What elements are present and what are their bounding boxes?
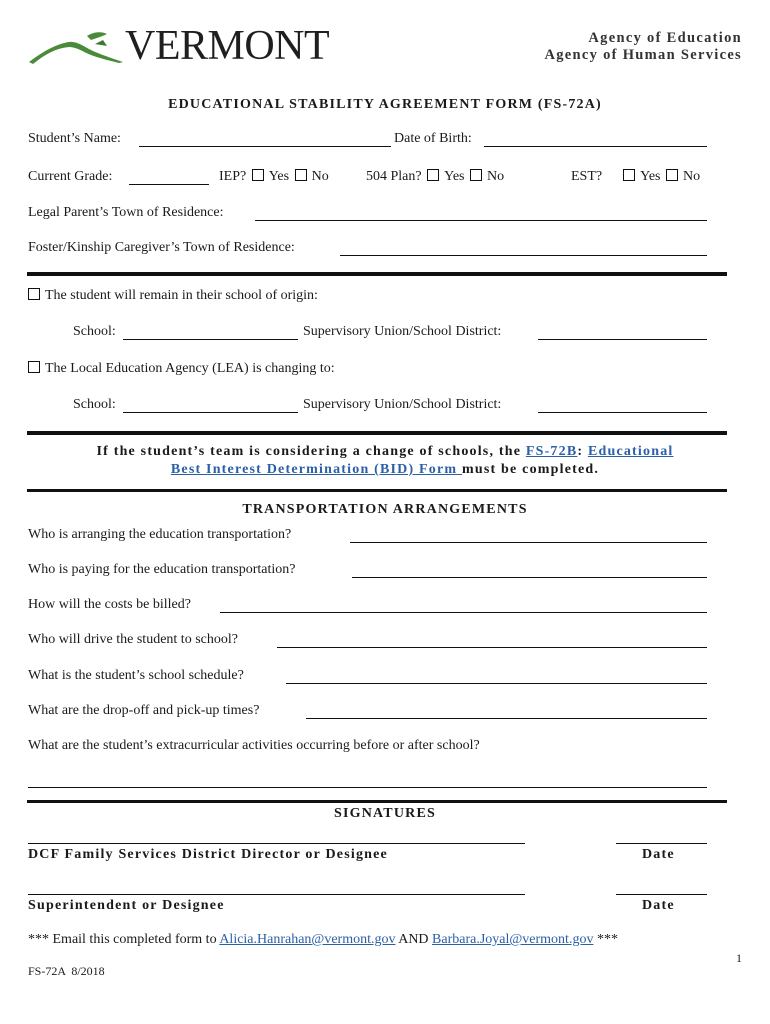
change-school-label: School: xyxy=(73,397,116,412)
agency-line-1: Agency of Education xyxy=(588,30,742,46)
grade-field[interactable] xyxy=(129,184,209,185)
remain-school-label: School: xyxy=(73,324,116,339)
est-yes-checkbox[interactable] xyxy=(623,169,635,181)
email-prefix: *** Email this completed form to xyxy=(28,932,220,947)
remain-su-field[interactable] xyxy=(538,339,707,340)
bid-notice-line-1 xyxy=(0,444,770,460)
transport-a2[interactable] xyxy=(352,577,707,578)
plan504-no-checkbox[interactable] xyxy=(470,169,482,181)
transport-q5: What is the student’s school schedule? xyxy=(28,668,244,683)
remain-option xyxy=(28,288,318,304)
change-label: The Local Education Agency (LEA) is changing to: xyxy=(45,361,335,376)
parent-town-label: Legal Parent’s Town of Residence: xyxy=(28,205,224,220)
notice-colon: : xyxy=(577,444,588,459)
remain-label: The student will remain in their school of origin: xyxy=(45,288,318,303)
transport-q1: Who is arranging the education transportation? xyxy=(28,527,292,542)
mountain-logo-icon xyxy=(27,22,137,70)
student-name-row xyxy=(28,131,121,147)
dcf-signature-label: DCF Family Services District Director or Designee xyxy=(28,847,388,862)
parent-town-field[interactable] xyxy=(255,220,707,221)
transport-a6[interactable] xyxy=(306,718,707,719)
signatures-heading: SIGNATURES xyxy=(334,806,436,821)
student-name-field[interactable] xyxy=(139,146,391,147)
agency-line-2: Agency of Human Services xyxy=(544,47,742,63)
iep-yes-checkbox[interactable] xyxy=(252,169,264,181)
grade-label: Current Grade: xyxy=(28,169,113,184)
remain-checkbox[interactable] xyxy=(28,288,40,300)
transport-heading: TRANSPORTATION ARRANGEMENTS xyxy=(242,502,528,517)
bid-notice-line-2 xyxy=(0,462,770,478)
est-yes-label: Yes xyxy=(640,169,661,184)
section-divider-2 xyxy=(27,431,727,435)
dob-field[interactable] xyxy=(484,146,707,147)
email-link-hanrahan[interactable]: Alicia.Hanrahan@vermont.gov xyxy=(219,932,396,947)
transport-a5[interactable] xyxy=(286,683,707,684)
transport-a7[interactable] xyxy=(28,787,707,788)
superintendent-date-field[interactable] xyxy=(616,894,707,895)
superintendent-signature-label: Superintendent or Designee xyxy=(28,898,225,913)
iep-group xyxy=(219,169,329,185)
transport-a3[interactable] xyxy=(220,612,707,613)
email-link-joyal[interactable]: Barbara.Joyal@vermont.gov xyxy=(432,932,594,947)
logo-wordmark: VERMONT xyxy=(125,23,330,69)
change-su-field[interactable] xyxy=(538,412,707,413)
change-school-field[interactable] xyxy=(123,412,298,413)
superintendent-signature-field[interactable] xyxy=(28,894,525,895)
vermont-logo xyxy=(27,22,330,70)
dcf-date-field[interactable] xyxy=(616,843,707,844)
page-number: 1 xyxy=(736,951,742,965)
transport-a4[interactable] xyxy=(277,647,707,648)
plan504-group xyxy=(366,169,504,185)
plan504-yes-checkbox[interactable] xyxy=(427,169,439,181)
email-suffix: *** xyxy=(593,932,618,947)
plan504-no-label: No xyxy=(486,169,505,184)
section-divider-3 xyxy=(27,489,727,492)
section-divider-4 xyxy=(27,800,727,803)
section-divider-1 xyxy=(27,272,727,276)
change-checkbox[interactable] xyxy=(28,361,40,373)
iep-label: IEP? xyxy=(219,169,247,184)
plan504-label: 504 Plan? xyxy=(366,169,422,184)
form-id-footer: FS-72A 8/2018 xyxy=(28,964,105,978)
change-option xyxy=(28,361,335,377)
email-instruction xyxy=(28,932,618,948)
est-no-checkbox[interactable] xyxy=(666,169,678,181)
email-mid: AND xyxy=(395,932,433,947)
form-title: EDUCATIONAL STABILITY AGREEMENT FORM (FS-72A) xyxy=(168,97,602,112)
est-group xyxy=(571,169,700,185)
plan504-yes-label: Yes xyxy=(444,169,465,184)
transport-a1[interactable] xyxy=(350,542,707,543)
bid-form-link-part2[interactable]: Best Interest Determination (BID) Form xyxy=(170,462,462,477)
notice-text-1: If the student’s team is considering a change of schools, the xyxy=(96,444,526,459)
dcf-signature-field[interactable] xyxy=(28,843,525,844)
dcf-date-label: Date xyxy=(642,847,675,862)
transport-q7: What are the student’s extracurricular activities occurring before or after school? xyxy=(28,738,480,753)
notice-text-2: must be completed. xyxy=(462,462,600,477)
foster-town-label: Foster/Kinship Caregiver’s Town of Residence: xyxy=(28,240,295,255)
foster-town-field[interactable] xyxy=(340,255,707,256)
est-label: EST? xyxy=(571,169,603,184)
change-su-label: Supervisory Union/School District: xyxy=(303,397,502,412)
transport-q6: What are the drop-off and pick-up times? xyxy=(28,703,260,718)
transport-q2: Who is paying for the education transportation? xyxy=(28,562,296,577)
fs72b-link[interactable]: FS-72B xyxy=(525,444,578,459)
student-name-label: Student’s Name: xyxy=(28,131,121,146)
bid-form-link-part1[interactable]: Educational xyxy=(587,444,674,459)
iep-no-checkbox[interactable] xyxy=(295,169,307,181)
remain-school-field[interactable] xyxy=(123,339,298,340)
est-no-label: No xyxy=(682,169,701,184)
transport-q3: How will the costs be billed? xyxy=(28,597,191,612)
iep-yes-label: Yes xyxy=(268,169,290,184)
iep-no-label: No xyxy=(311,169,329,184)
transport-q4: Who will drive the student to school? xyxy=(28,632,238,647)
remain-su-label: Supervisory Union/School District: xyxy=(303,324,502,339)
superintendent-date-label: Date xyxy=(642,898,675,913)
dob-label: Date of Birth: xyxy=(394,131,472,146)
